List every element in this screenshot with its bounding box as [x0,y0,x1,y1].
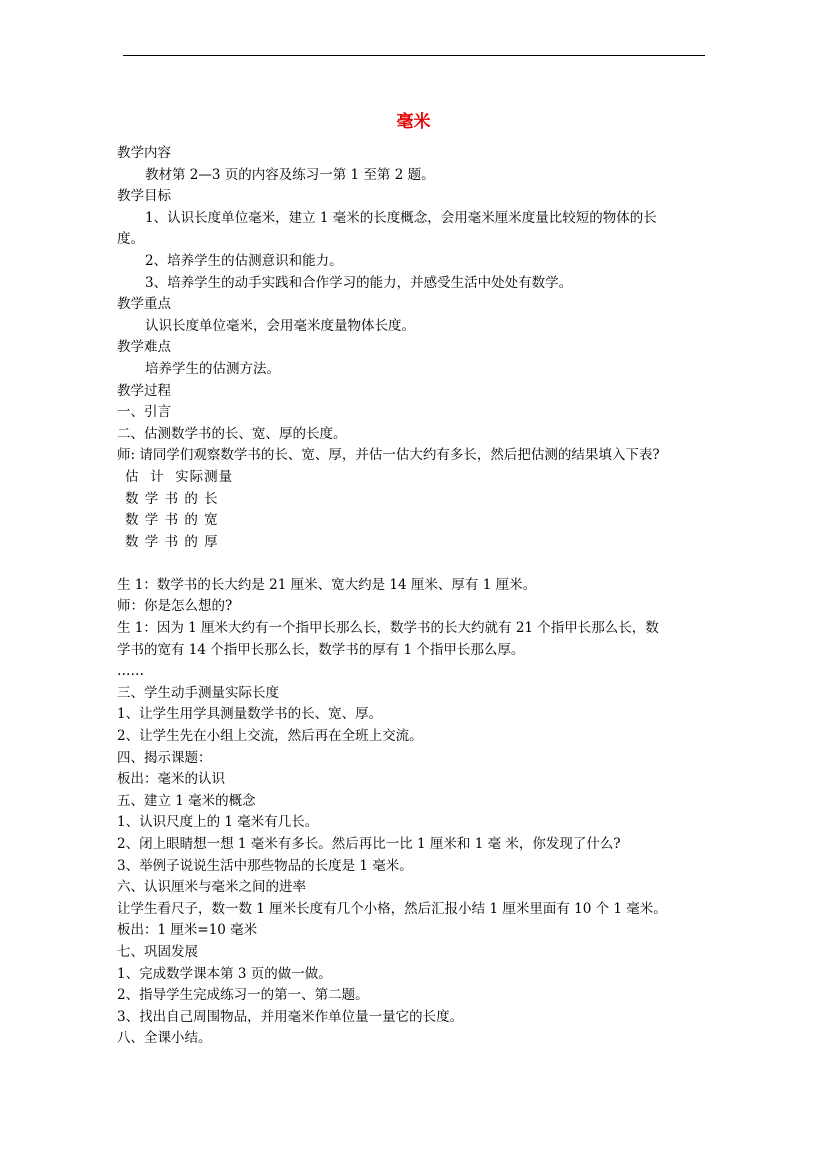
text-line: 2、指导学生完成练习一的第一、第二题。 [117,987,369,1004]
text-line: 板出：毫米的认识 [117,771,225,788]
text-line: 1、完成数学课本第 3 页的做一做。 [117,965,332,982]
text-line: 五、建立 1 毫米的概念 [117,792,256,809]
lesson-section-bottom [117,575,713,1050]
text-line: 三、学生动手测量实际长度 [117,684,279,701]
text-line: 六、认识厘米与毫米之间的进率 [117,879,306,896]
text-line: 3、培养学生的动手实践和合作学习的能力，并感受生活中处处有数学。 [145,274,573,291]
text-line: 3、找出自己周围物品，并用毫米作单位量一量它的长度。 [117,1008,464,1025]
text-line: 二、估测数学书的长、宽、厚的长度。 [117,425,347,442]
document-title: 毫米 [396,112,431,132]
text-line: 2、让学生先在小组上交流，然后再在全班上交流。 [117,728,423,745]
text-line: 认识长度单位毫米，会用毫米度量物体长度。 [145,317,415,334]
blank-line [117,553,713,575]
text-line: 1、认识尺度上的 1 毫米有几长。 [117,814,319,831]
text-line: 教学难点 [117,339,171,356]
text-line: 师：你是怎么想的? [117,598,233,615]
text-line: 教学重点 [117,296,171,313]
text-line: 八、全课小结。 [117,1030,212,1047]
header-rule [123,55,705,56]
text-line: 生 1：数学书的长大约是 21 厘米、宽大约是 14 厘米、厚有 1 厘米。 [117,576,537,593]
text-line: 教学过程 [117,382,171,399]
text-line: 板出：1 厘米=10 毫米 [117,922,258,939]
text-line: 2、培养学生的估测意识和能力。 [145,252,343,269]
text-line: …… [117,663,144,680]
estimate-table [117,467,713,553]
text-line: 七、巩固发展 [117,943,198,960]
text-line: 教材第 2—3 页的内容及练习一第 1 至第 2 题。 [145,166,435,183]
text-line: 四、揭示课题： [117,749,212,766]
lesson-section-top [117,143,713,467]
text-line: 让学生看尺子，数一数 1 厘米长度有几个小格，然后汇报小结 1 厘米里面有 10 个 1 毫米。 [117,900,667,917]
text-line: 1、认识长度单位毫米，建立 1 毫米的长度概念，会用毫米厘米度量比较短的物体的长 [145,209,657,226]
text-line: 学书的宽有 14 个指甲长那么长，数学书的厚有 1 个指甲长那么厚。 [117,641,525,658]
text-line: 1、让学生用学具测量数学书的长、宽、厚。 [117,706,383,723]
text-line: 教学目标 [117,188,171,205]
text-line: 度。 [117,231,144,248]
text-line: 3、举例子说说生活中那些物品的长度是 1 毫米。 [117,857,413,874]
table-row: 数 学 书 的 长 [125,490,219,507]
text-line: 师: 请同学们观察数学书的长、宽、厚，并估一估大约有多长，然后把估测的结果填入下表? [117,447,660,464]
text-line: 生 1：因为 1 厘米大约有一个指甲长那么长，数学书的长大约就有 21 个指甲长那么长，数 [117,620,659,637]
text-line: 教学内容 [117,145,171,161]
text-line: 2、闭上眼睛想一想 1 毫米有多长。然后再比一比 1 厘米和 1 毫 米，你发现了什么? [117,836,621,852]
table-row: 估 计 实际测量 [125,468,234,485]
text-line: 一、引言 [117,404,171,421]
text-line: 培养学生的估测方法。 [145,360,280,377]
table-row: 数 学 书 的 厚 [125,533,219,550]
document-body [117,143,713,1050]
table-row: 数 学 书 的 宽 [125,512,219,529]
